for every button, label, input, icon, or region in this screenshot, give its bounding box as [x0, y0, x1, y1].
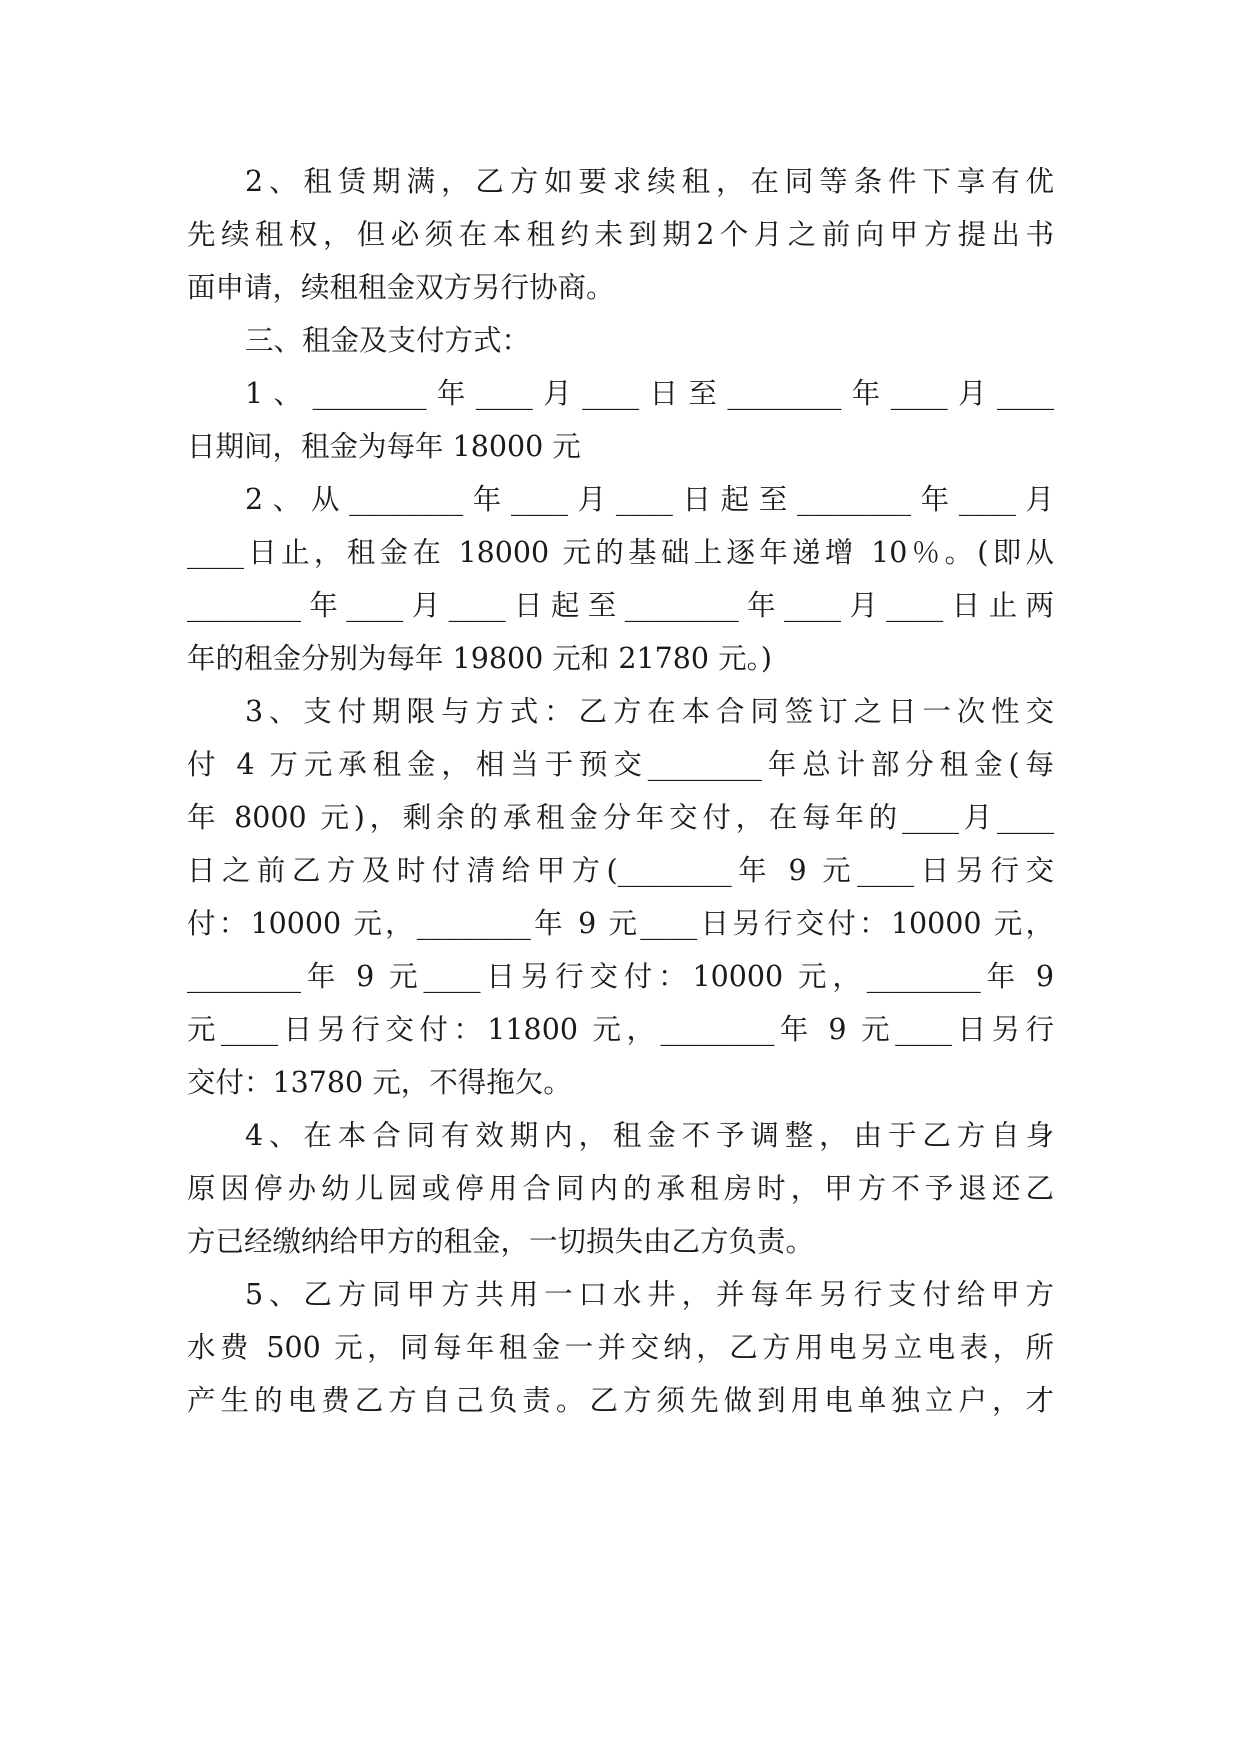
text-line: 年的租金分别为每年 19800 元和 21780 元。): [187, 642, 772, 675]
text-line: 日期间，租金为每年 18000 元: [187, 430, 581, 463]
text-line: ____日止，租金在 18000 元的基础上逐年递增 10％。(即从: [187, 536, 1054, 569]
text-line: ________年 9 元____日另行交付：10000 元，________年 9: [187, 960, 1054, 993]
text-line: 付：10000 元，________年 9 元____日另行交付：10000 元，: [187, 907, 1054, 940]
text-line: 水费 500 元，同每年租金一并交纳，乙方用电另立电表，所: [187, 1331, 1054, 1364]
text-line: 交付：13780 元，不得拖欠。: [187, 1066, 572, 1099]
text-line: 2、租赁期满，乙方如要求续租，在同等条件下享有优: [245, 165, 1054, 198]
text-line: 产生的电费乙方自己负责。乙方须先做到用电单独立户，才: [187, 1384, 1054, 1417]
text-line: 日之前乙方及时付清给甲方(________年 9 元____日另行交: [187, 854, 1054, 887]
text-line: 先续租权，但必须在本租约未到期2个月之前向甲方提出书: [187, 218, 1054, 251]
text-line: ________年____月____日起至________年____月____日止两: [187, 589, 1054, 622]
text-line: 面申请，续租租金双方另行协商。: [187, 271, 615, 304]
text-line: 1、________年____月____日至________年____月____: [245, 377, 1054, 410]
text-line: 4、在本合同有效期内，租金不予调整，由于乙方自身: [245, 1119, 1054, 1152]
text-line: 原因停办幼儿园或停用合同内的承租房时，甲方不予退还乙: [187, 1172, 1054, 1205]
text-line: 付 4 万元承租金，相当于预交________年总计部分租金(每: [187, 748, 1054, 781]
text-line: 方已经缴纳给甲方的租金，一切损失由乙方负责。: [187, 1225, 815, 1258]
text-line: 5、乙方同甲方共用一口水井，并每年另行支付给甲方: [245, 1278, 1054, 1311]
text-line: 2、从________年____月____日起至________年____月: [245, 483, 1054, 516]
text-line: 元____日另行交付：11800 元，________年 9 元____日另行: [187, 1013, 1054, 1046]
section-heading: 三、租金及支付方式：: [245, 324, 531, 357]
text-line: 3、支付期限与方式：乙方在本合同签订之日一次性交: [245, 695, 1054, 728]
text-line: 年 8000 元)，剩余的承租金分年交付，在每年的____月____: [187, 801, 1054, 834]
